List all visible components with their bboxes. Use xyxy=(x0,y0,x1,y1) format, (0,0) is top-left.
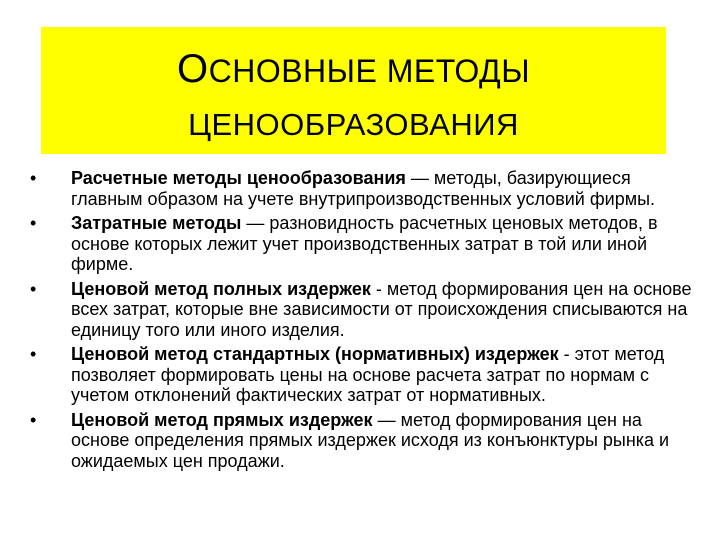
page-title-line1 xyxy=(41,49,666,91)
method-description: — методы, базирующиеся главным образом на учете внутрипроизводственных условий фирмы. xyxy=(71,168,656,209)
list-item xyxy=(30,344,700,406)
title-line1-text: СНОВНЫЕ МЕТОДЫ xyxy=(208,53,531,89)
page-title-line2: ЦЕНООБРАЗОВАНИЯ xyxy=(188,107,519,142)
method-description: — метод формирования цен на основе определения прямых издержек исходя из конъюнктуры рынка и ожидаемых цен продажи. xyxy=(71,409,670,471)
method-description: - этот метод позволяет формировать цены на основе расчета затрат по нормам с учетом отклонений фактических затрат от нормативных. xyxy=(71,344,665,405)
method-term: Затратные методы xyxy=(71,213,242,233)
method-term: Расчетные методы ценообразования xyxy=(71,168,406,188)
bullet-icon: • xyxy=(30,409,37,430)
method-term: Ценовой метод прямых издержек xyxy=(71,409,373,430)
bullet-icon: • xyxy=(30,278,37,299)
title-banner xyxy=(41,27,666,154)
list-item xyxy=(30,213,700,275)
list-item xyxy=(30,168,700,209)
list-item xyxy=(30,279,700,341)
bullet-icon: • xyxy=(30,168,37,188)
method-description: — разновидность расчетных ценовых методов, в основе которых лежит учет производственных затрат в той или иной фирме. xyxy=(71,213,658,274)
method-term: Ценовой метод полных издержек xyxy=(71,278,371,299)
method-description: - метод формирования цен на основе всех затрат, которые вне зависимости от происхождения списываются на единицу того или иного изделия. xyxy=(71,278,692,340)
list-item xyxy=(30,410,700,472)
title-first-letter: О xyxy=(176,47,209,91)
bullet-icon: • xyxy=(30,213,37,233)
bullet-icon: • xyxy=(30,344,37,364)
methods-list xyxy=(30,168,700,475)
method-term: Ценовой метод стандартных (нормативных) издержек xyxy=(71,344,559,364)
